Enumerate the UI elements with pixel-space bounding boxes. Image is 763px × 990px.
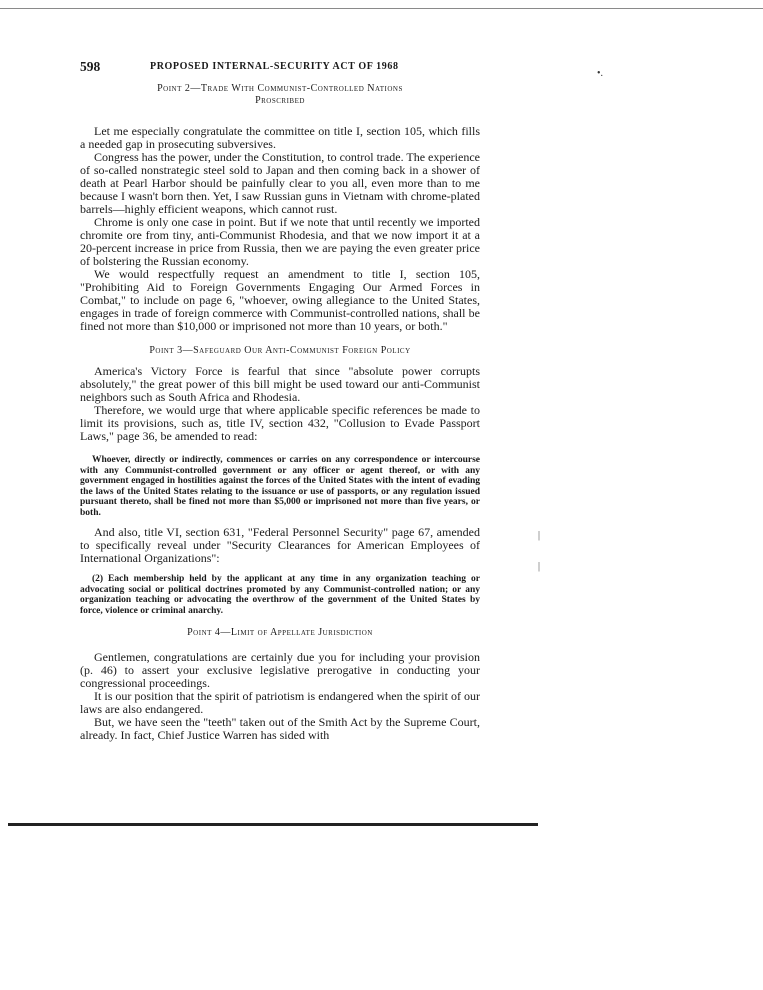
paragraph: Chrome is only one case in point. But if we note that until recently we imported chromite ore from tiny, anti-Communist Rhodesia, and that we now import it at a 20-percent increase in price from Russia, then we are paying the even greater price of bolstering the Russian economy.: [80, 215, 480, 268]
paragraph: Let me especially congratulate the committee on title I, section 105, which fills a needed gap in prosecuting subversives.: [80, 124, 480, 151]
paragraph: Gentlemen, congratulations are certainly due you for including your provision (p. 46) to assert your exclusive legislative prerogative in conducting your congressional proceedings.: [80, 650, 480, 690]
bottom-scan-rule: [8, 823, 538, 826]
heading-line: Point 3—Safeguard Our Anti-Communist Foreign Policy: [149, 345, 411, 356]
margin-mark: |: [538, 561, 541, 572]
page-header: [80, 59, 480, 77]
paragraph: It is our position that the spirit of patriotism is endangered when the spirit of our laws are also endangered.: [80, 689, 480, 716]
paragraph: And also, title VI, section 631, "Federal Personnel Security" page 67, amended to specifically reveal under "Security Clearances for American Employees of International Organizations":: [80, 525, 480, 565]
paragraph: But, we have seen the "teeth" taken out of the Smith Act by the Supreme Court, already. In fact, Chief Justice Warren has sided with: [80, 715, 480, 742]
section-heading-point-4: [80, 627, 480, 639]
top-scan-rule: [0, 8, 763, 9]
section-heading-point-2: [80, 83, 480, 107]
running-title: PROPOSED INTERNAL-SECURITY ACT OF 1968: [150, 61, 399, 72]
paragraph: We would respectfully request an amendment to title I, section 105, "Prohibiting Aid to Foreign Governments Engaging Our Armed Forces in Combat," to include on page 6, "whoever, owing allegiance to the United States, engages in trade of foreign commerce with Communist-controlled nations, shall be fined not more than $10,000 or imprisoned not more than 10 years, or both.": [80, 267, 480, 333]
paragraph: Congress has the power, under the Constitution, to control trade. The experience of so-called nonstrategic steel sold to Japan and then coming back in a shower of death at Pearl Harbor should be painfully clear to you all, even more than to me because I wasn't born then. Yet, I saw Russian guns in Vietnam with chrome-plated barrels—highly efficient weapons, which cannot rust.: [80, 150, 480, 216]
heading-line: Point 2—Trade With Communist-Controlled Nations: [157, 83, 403, 94]
paragraph: Therefore, we would urge that where applicable specific references be made to limit its provisions, such as, title IV, section 432, "Collusion to Evade Passport Laws," page 36, be amended to read:: [80, 403, 480, 443]
scan-mark: •.: [597, 68, 604, 79]
heading-line: Proscribed: [255, 95, 305, 106]
paragraph: America's Victory Force is fearful that since "absolute power corrupts absolutely," the great power of this bill might be used toward our anti-Communist neighbors such as South Africa and Rhodesia.: [80, 364, 480, 404]
margin-mark: |: [538, 530, 541, 541]
quoted-amendment: Whoever, directly or indirectly, commences or carries on any correspondence or intercourse with any Communist-controlled government or any officer or agent thereof, or with any government engaged in hostilities against the forces of the United States with the intent of evading the laws of the United States relating to the issuance or use of passports, or any regulation issued pursuant thereto, shall be fined not more than $5,000 or imprisoned not more than five years, or both.: [80, 455, 480, 518]
page-number: 598: [80, 59, 101, 74]
quoted-amendment: (2) Each membership held by the applicant at any time in any organization teaching or advocating social or political doctrines promoted by any Communist-controlled nation; or any organization teaching or advocating the overthrow of the government of the United States by force, violence or criminal anarchy.: [80, 574, 480, 616]
document-body: [80, 80, 480, 742]
section-heading-point-3: [80, 345, 480, 357]
heading-line: Point 4—Limit of Appellate Jurisdiction: [187, 627, 373, 638]
